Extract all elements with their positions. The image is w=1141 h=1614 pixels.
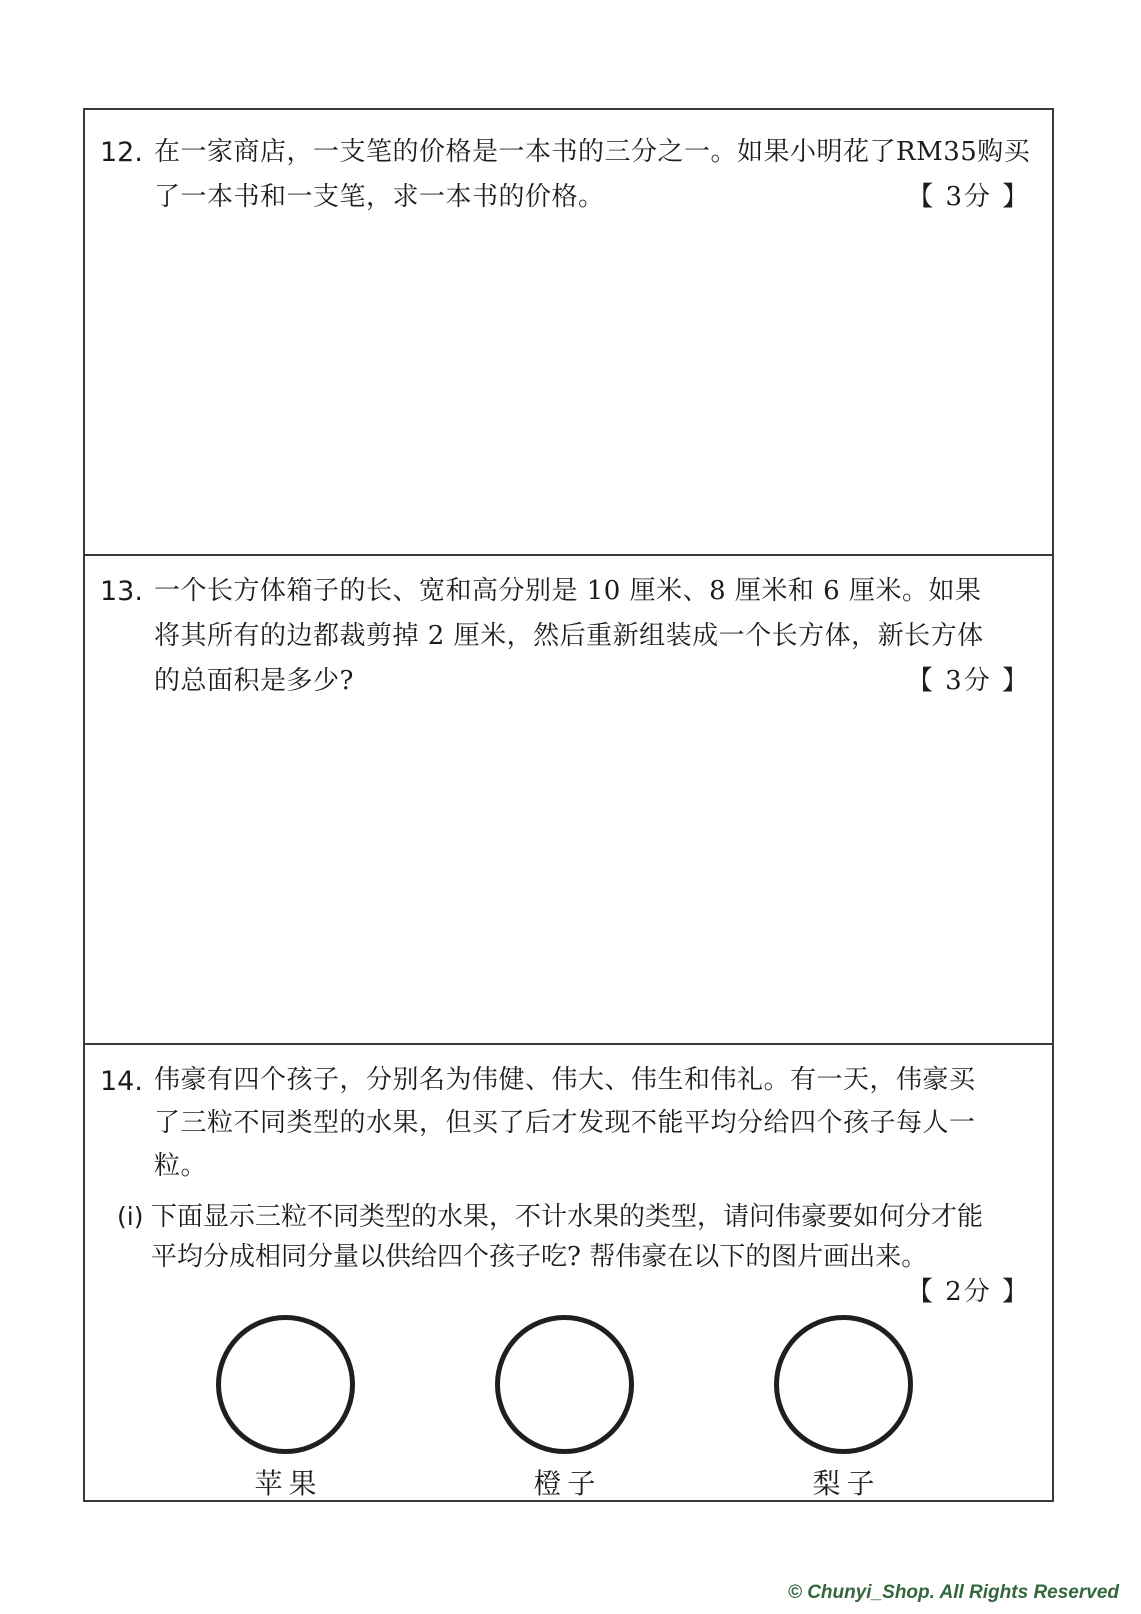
question-12-line-1: 在一家商店，一支笔的价格是一本书的三分之一。如果小明花了RM35购买 [154, 137, 1031, 167]
question-13-line-2: 将其所有的边都裁剪掉 2 厘米，然后重新组装成一个长方体，新长方体 [154, 621, 984, 651]
question-14-line-3: 粒。 [154, 1151, 208, 1181]
question-12-number: 12. [100, 137, 143, 168]
question-14-box [85, 1045, 1052, 1500]
question-12-text [154, 130, 1052, 220]
question-13-number: 13. [100, 576, 143, 607]
question-14-marks-badge: 【 2分 】 [906, 1277, 1030, 1307]
question-13-marks-badge: 【 3分 】 [906, 666, 1030, 696]
question-13-head [85, 569, 1052, 704]
question-12-head [85, 130, 1052, 220]
question-14-subquestion-i [117, 1197, 1052, 1277]
question-table [83, 108, 1054, 1502]
fruit-orange [495, 1315, 634, 1500]
question-13-line-3-text: 的总面积是多少? [154, 666, 354, 696]
fruit-pear [774, 1315, 913, 1500]
question-12-marks-badge: 【 3分 】 [907, 182, 1031, 212]
copyright-notice: © Chunyi_Shop. All Rights Reserved [787, 1582, 1119, 1603]
question-14-line-1: 伟豪有四个孩子，分别名为伟健、伟大、伟生和伟礼。有一天，伟豪买 [154, 1065, 976, 1095]
fruit-drawing-area [85, 1315, 1052, 1500]
question-13-box [85, 556, 1052, 1045]
orange-label: 橙子 [533, 1467, 602, 1500]
question-14-line-2: 了三粒不同类型的水果，但买了后才发现不能平均分给四个孩子每人一 [154, 1108, 976, 1138]
question-12-box [85, 110, 1052, 556]
question-14-text [154, 1059, 1052, 1188]
subquestion-i-line-1: 下面显示三粒不同类型的水果，不计水果的类型，请问伟豪要如何分才能 [151, 1202, 984, 1232]
apple-label: 苹果 [254, 1467, 323, 1500]
question-14-head [85, 1059, 1052, 1188]
question-13-line-1: 一个长方体箱子的长、宽和高分别是 10 厘米、8 厘米和 6 厘米。如果 [154, 576, 982, 606]
question-12-line-2-text: 了一本书和一支笔，求一本书的价格。 [154, 182, 605, 212]
apple-drawing-circle[interactable] [216, 1315, 355, 1454]
question-14-number: 14. [100, 1066, 143, 1097]
question-13-text [154, 569, 1052, 704]
question-13-line-3 [154, 659, 1030, 704]
pear-drawing-circle[interactable] [774, 1315, 913, 1454]
question-12-line-2 [154, 175, 1030, 220]
subquestion-i-label: (i) [117, 1202, 144, 1231]
subquestion-i-text [151, 1197, 1052, 1277]
pear-label: 梨子 [812, 1467, 881, 1500]
orange-drawing-circle[interactable] [495, 1315, 634, 1454]
subquestion-i-line-2: 平均分成相同分量以供给四个孩子吃? 帮伟豪在以下的图片画出来。 [151, 1242, 928, 1272]
fruit-apple [216, 1315, 355, 1500]
